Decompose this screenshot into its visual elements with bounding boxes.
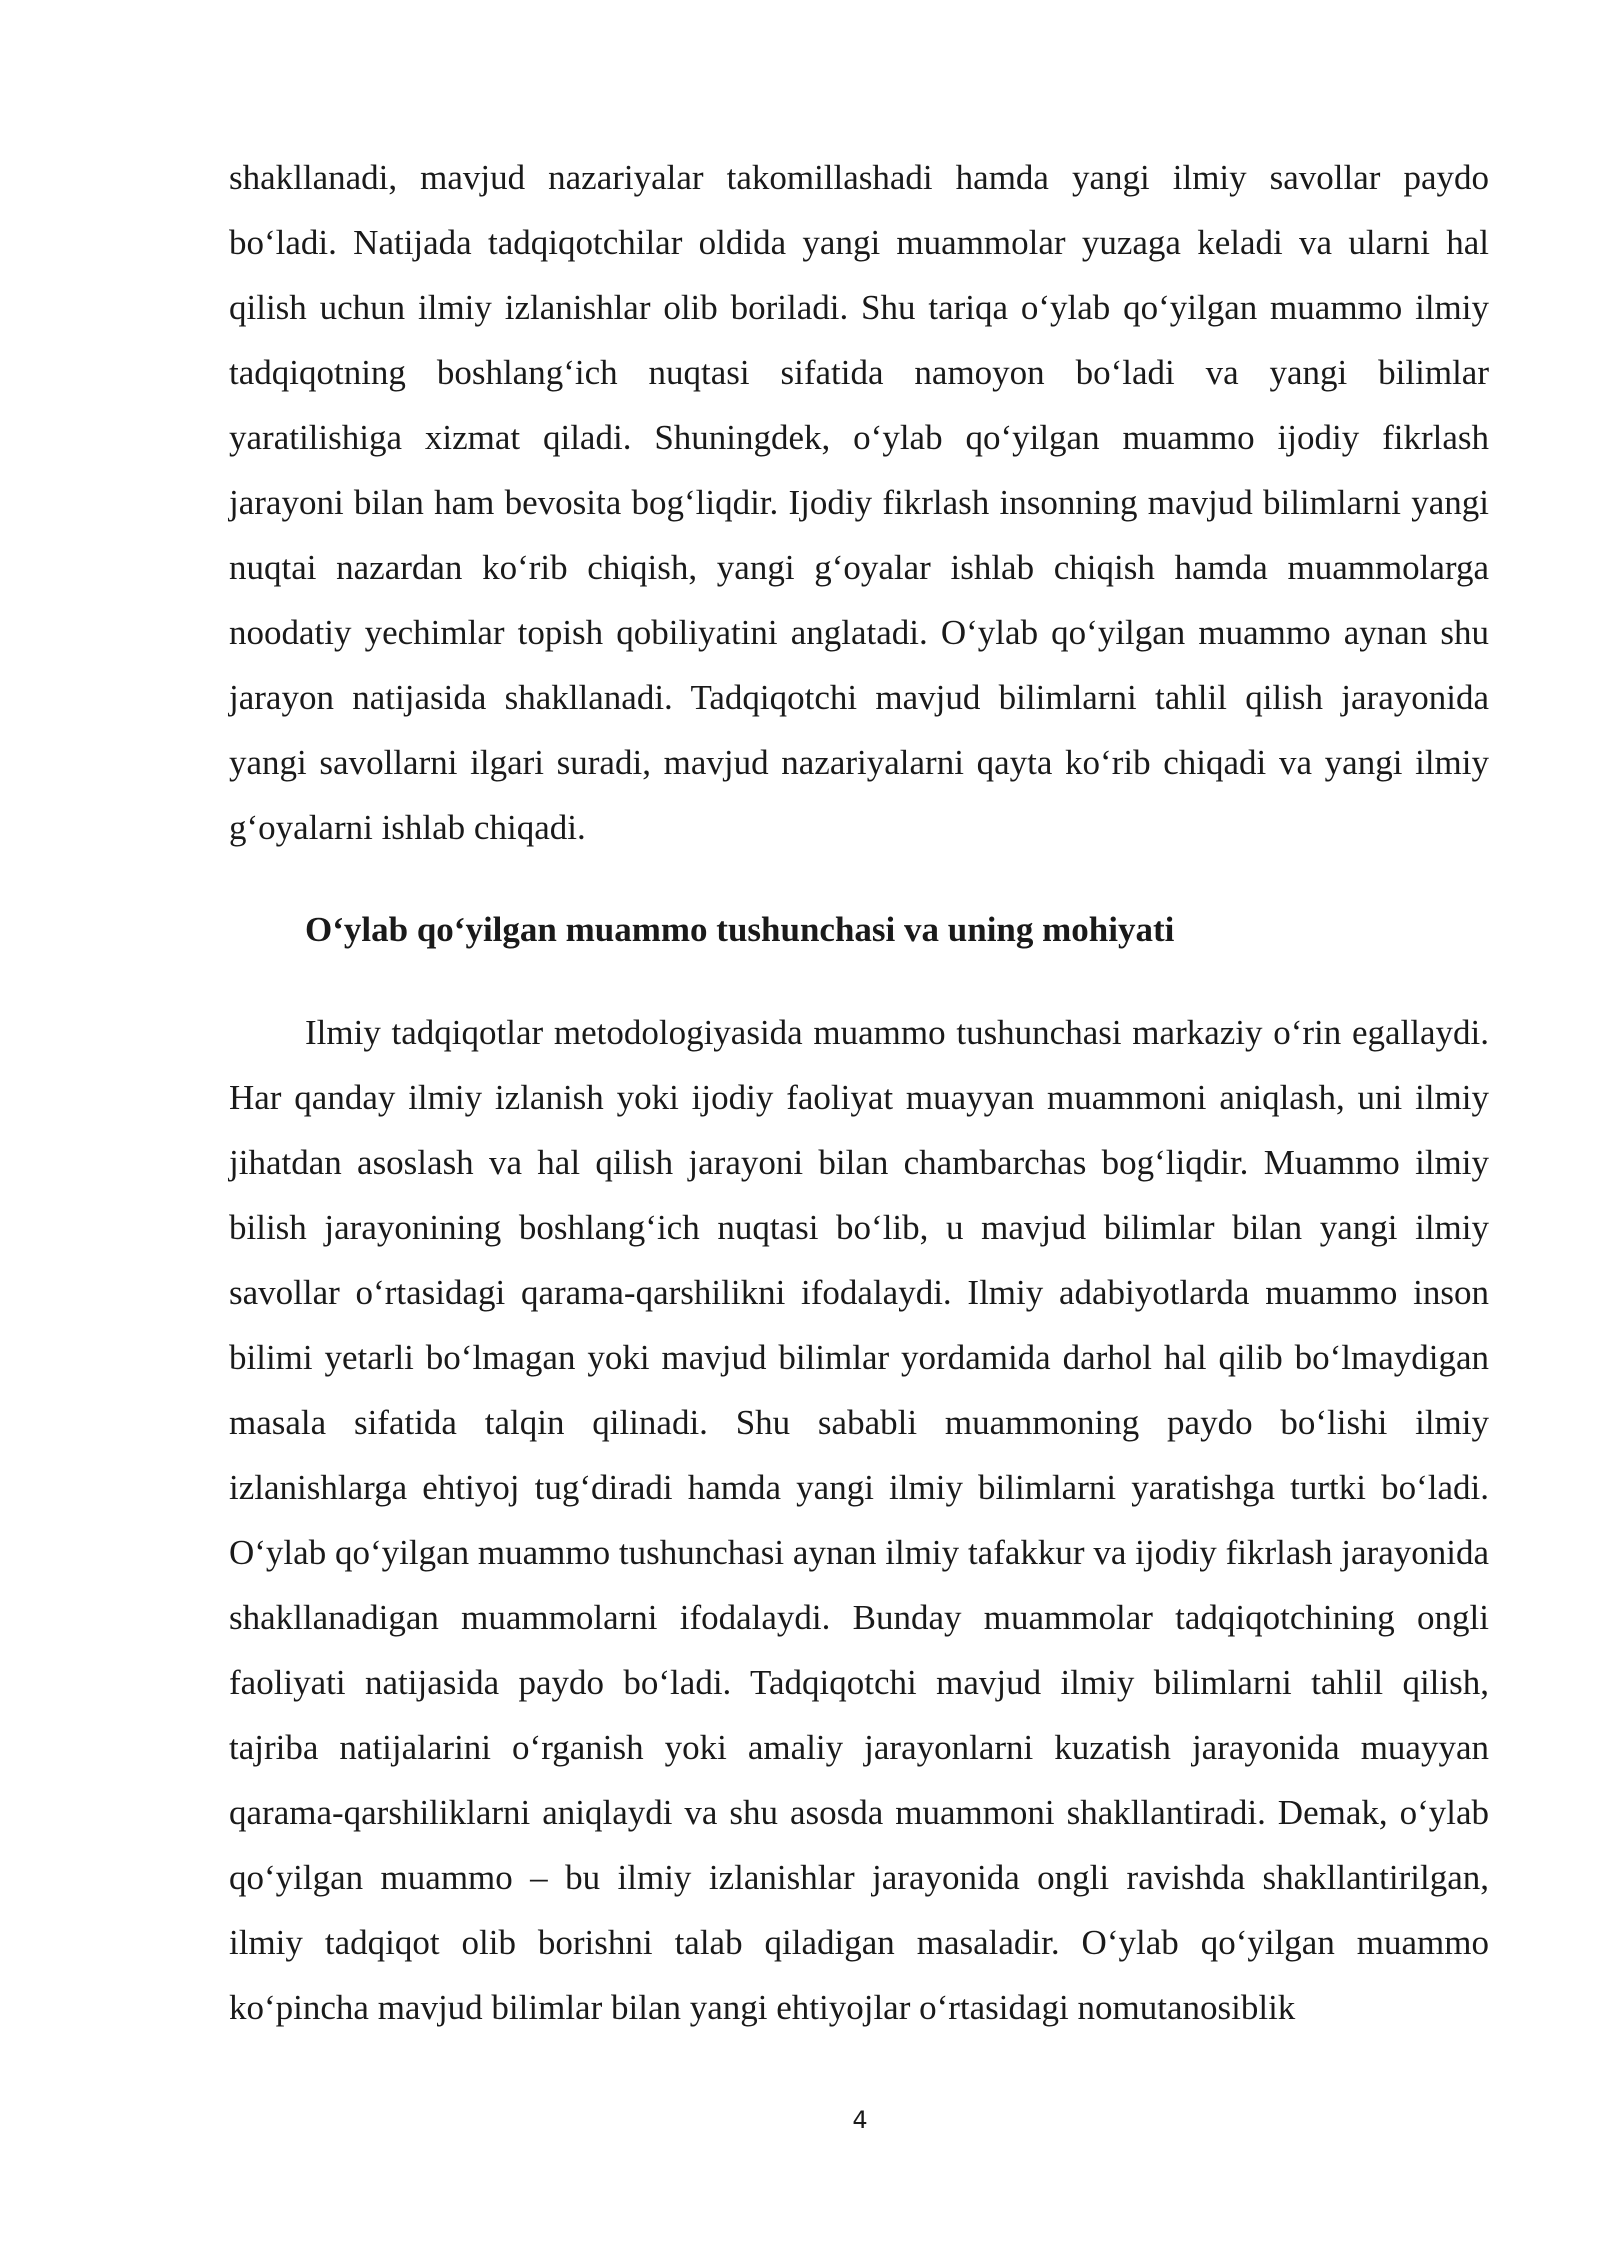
body-paragraph: Ilmiy tadqiqotlar metodologiyasida muammo tushunchasi markaziy o‘rin egallaydi. Har qanday ilmiy izlanish yoki ijodiy faoliyat muayyan muammoni aniqlash, uni ilmiy jihatdan asoslash va hal qilish jarayoni bilan chambarchas bog‘liqdir. Muammo ilmiy bilish jarayonining boshlang‘ich nuqtasi bo‘lib, u mavjud bilimlar bilan yangi ilmiy savollar o‘rtasidagi qarama-qarshilikni ifodalaydi. Ilmiy adabiyotlarda muammo inson bilimi yetarli bo‘lmagan yoki mavjud bilimlar yordamida darhol hal qilib bo‘lmaydigan masala sifatida talqin qilinadi. Shu sababli muammoning paydo bo‘lishi ilmiy izlanishlarga ehtiyoj tug‘diradi hamda yangi ilmiy bilimlarni yaratishga turtki bo‘ladi. O‘ylab qo‘yilgan muammo tushunchasi aynan ilmiy tafakkur va ijodiy fikrlash jarayonida shakllanadigan muammolarni ifodalaydi. Bunday muammolar tadqiqotchining ongli faoliyati natijasida paydo bo‘ladi. Tadqiqotchi mavjud ilmiy bilimlarni tahlil qilish, tajriba natijalarini o‘rganish yoki amaliy jarayonlarni kuzatish jarayonida muayyan qarama-qarshiliklarni aniqlaydi va shu asosda muammoni shakllantiradi. Demak, o‘ylab qo‘yilgan muammo – bu ilmiy izlanishlar jarayonida ongli ravishda shakllantirilgan, ilmiy tadqiqot olib borishni talab qiladigan masaladir. O‘ylab qo‘yilgan muammo ko‘pincha mavjud bilimlar bilan yangi ehtiyojlar o‘rtasidagi nomutanosiblik [229, 1013, 1489, 2027]
page-number: 4 [852, 2106, 868, 2134]
body-paragraph: shakllanadi, mavjud nazariyalar takomillashadi hamda yangi ilmiy savollar paydo bo‘ladi. Natijada tadqiqotchilar oldida yangi muammolar yuzaga keladi va ularni hal qilish uchun ilmiy izlanishlar olib boriladi. Shu tariqa o‘ylab qo‘yilgan muammo ilmiy tadqiqotning boshlang‘ich nuqtasi sifatida namoyon bo‘ladi va yangi bilimlar yaratilishiga xizmat qiladi. Shuningdek, o‘ylab qo‘yilgan muammo ijodiy fikrlash jarayoni bilan ham bevosita bog‘liqdir. Ijodiy fikrlash insonning mavjud bilimlarni yangi nuqtai nazardan ko‘rib chiqish, yangi g‘oyalar ishlab chiqish hamda muammolarga noodatiy yechimlar topish qobiliyatini anglatadi. O‘ylab qo‘yilgan muammo aynan shu jarayon natijasida shakllanadi. Tadqiqotchi mavjud bilimlarni tahlil qilish jarayonida yangi savollarni ilgari suradi, mavjud nazariyalarni qayta ko‘rib chiqadi va yangi ilmiy g‘oyalarni ishlab chiqadi. [229, 158, 1489, 847]
section-heading: O‘ylab qo‘yilgan muammo tushunchasi va uning mohiyati [305, 910, 1175, 949]
